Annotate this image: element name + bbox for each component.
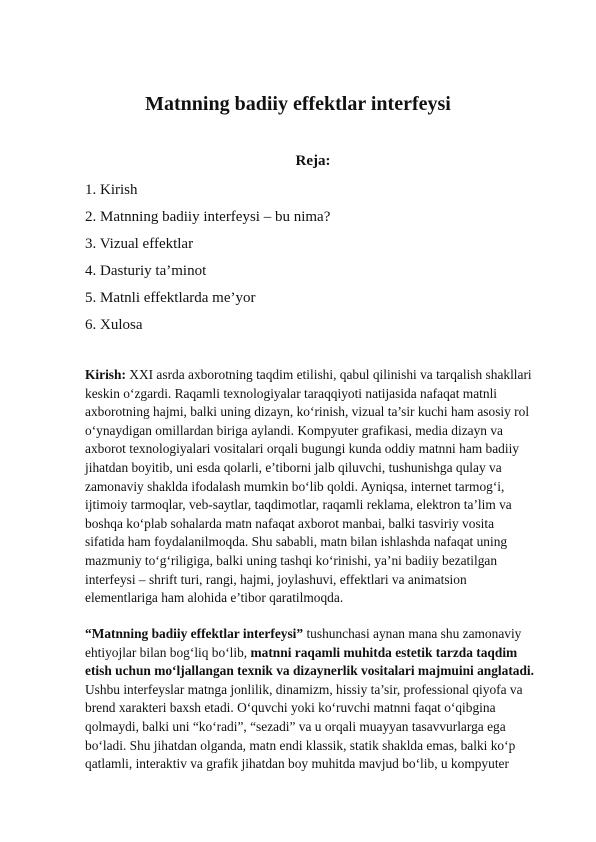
paragraph-line: elementlariga ham alohida e’tibor qaratilmoqda. — [85, 590, 344, 606]
plan-item: 5. Matnli effektlarda me’yor — [85, 290, 256, 306]
paragraph-line: ijtimoiy tarmoqlar, veb-saytlar, taqdimotlar, raqamli reklama, elektron ta’lim va — [85, 497, 512, 513]
paragraph-line: keskin o‘zgardi. Raqamli texnologiyalar taraqqiyoti natijasida nafaqat matnli — [85, 385, 498, 401]
paragraph-line: boshqa ko‘plab sohalarda matn nafaqat axborot manbai, balki tasviriy vosita — [85, 515, 495, 531]
plan-item: 6. Xulosa — [85, 317, 143, 333]
paragraph-line — [85, 625, 565, 644]
plan-list — [85, 177, 330, 339]
emphasis-line: etish uchun mo‘ljallangan texnik va dizaynerlik vositalari majmuini anglatadi. — [85, 663, 535, 679]
paragraph-line: zamonaviy shaklda ifodalash mumkin bo‘lib qoldi. Ayniqsa, internet tarmog‘i, — [85, 478, 505, 494]
intro-paragraph — [85, 366, 565, 608]
paragraph-line: bo‘ladi. Shu jihatdan olganda, matn endi klassik, statik shaklda emas, balki ko‘p — [85, 737, 516, 753]
intro-label: Kirish: — [85, 367, 126, 382]
paragraph-line: Ushbu interfeyslar matnga jonlilik, dinamizm, hissiy ta’sir, professional qiyofa va — [85, 681, 523, 697]
paragraph-line: jihatdan boyitib, uni esda qolarli, e’tiborni jalb qiluvchi, tushunishga qulay va — [85, 459, 502, 475]
paragraph-line: axborot texnologiyalari vositalari orqali bugungi kunda oddiy matnni ham badiiy — [85, 441, 519, 457]
paragraph-line: axborotning hajmi, balki uning dizayn, ko‘rinish, vizual ta’sir kuchi ham asosiy rol — [85, 404, 530, 420]
plan-heading: Reja: — [295, 153, 331, 169]
paragraph-line — [85, 644, 565, 663]
paragraph-line: sifatida ham foydalanilmoqda. Shu sababli, matn bilan ishlashda nafaqat uning — [85, 534, 508, 550]
paragraph-text: XXI asrda axborotning taqdim etilishi, qabul qilinishi va tarqalish shakllari — [125, 367, 532, 382]
concept-term: “Matnning badiiy effektlar interfeysi” — [85, 626, 304, 641]
plan-item: 1. Kirish — [85, 182, 138, 198]
paragraph-line: o‘ynaydigan omillardan biriga aylandi. Kompyuter grafikasi, media dizayn va — [85, 422, 503, 438]
plan-item: 3. Vizual effektlar — [85, 236, 194, 252]
paragraph-text: tushunchasi aynan mana shu zamonaviy — [303, 626, 522, 641]
emphasis-text: matnni raqamli muhitda estetik tarzda taqdim — [250, 644, 518, 660]
paragraph-text: ehtiyojlar bilan bog‘liq bo‘lib, — [85, 644, 251, 660]
plan-item: 2. Matnning badiiy interfeysi – bu nima? — [85, 209, 331, 225]
paragraph-line: interfeysi – shrift turi, rangi, hajmi, joylashuvi, effektlari va animatsion — [85, 571, 467, 587]
paragraph-line: qatlamli, interaktiv va grafik jihatdan boy muhitda mavjud bo‘lib, u kompyuter — [85, 756, 509, 772]
paragraph-line: qolmaydi, balki uni “ko‘radi”, “sezadi” va u orqali muayyan tasavvurlarga ega — [85, 718, 506, 734]
concept-paragraph — [85, 625, 565, 774]
paragraph-line: brend xarakteri baxsh etadi. O‘quvchi yoki ko‘ruvchi matnni faqat o‘qibgina — [85, 700, 496, 716]
paragraph-line: mazmuniy to‘g‘riligiga, balki uning tashqi ko‘rinishi, ya’ni badiiy bezatilgan — [85, 552, 498, 568]
plan-item: 4. Dasturiy ta’minot — [85, 263, 207, 279]
paragraph-line — [85, 366, 565, 385]
document-title: Matnning badiiy effektlar interfeysi — [145, 93, 451, 115]
